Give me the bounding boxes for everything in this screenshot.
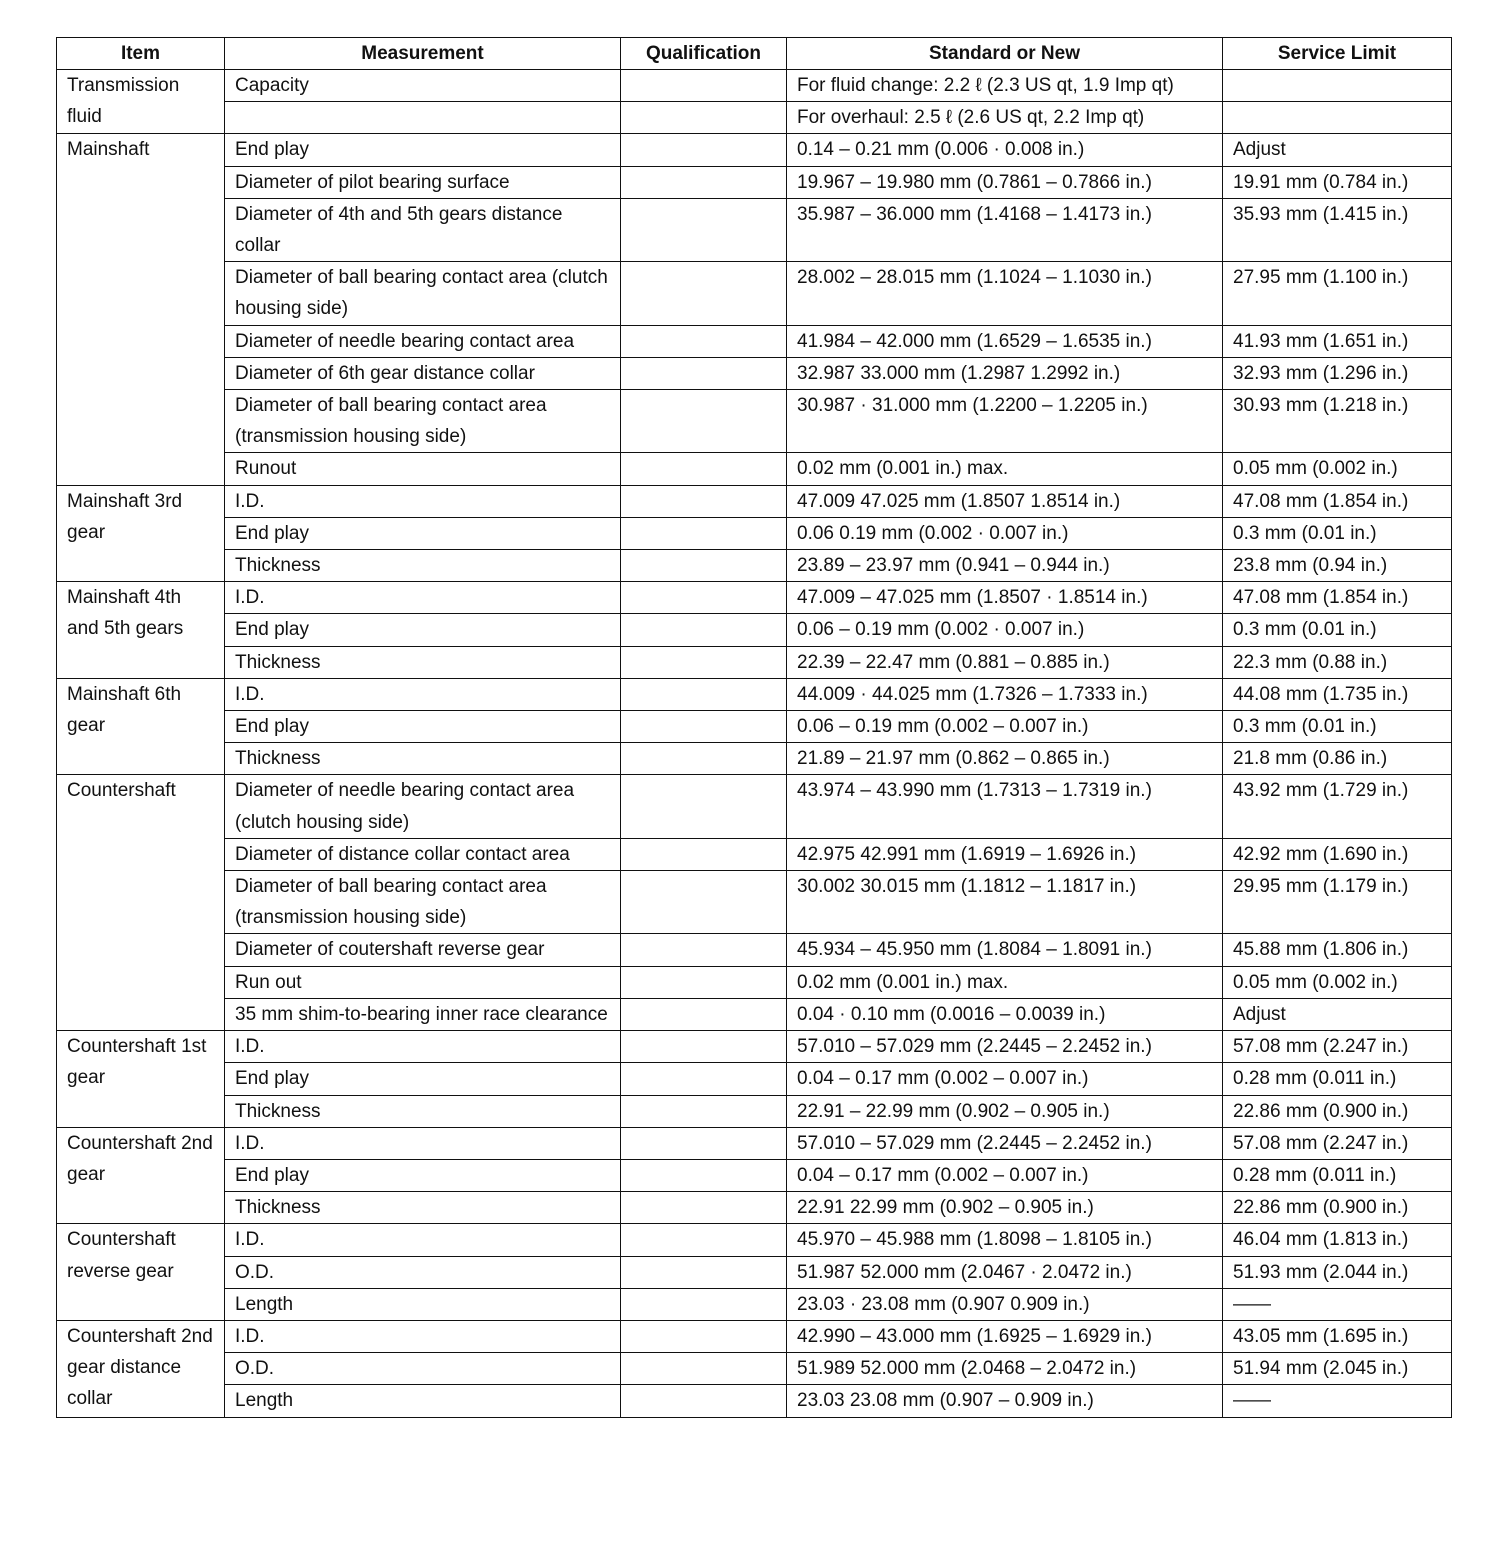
- measurement-cell: End play: [225, 1159, 621, 1191]
- table-row: [57, 838, 1452, 870]
- measurement-cell: Diameter of needle bearing contact area (clutch housing side): [225, 775, 621, 838]
- qualification-cell: [621, 646, 787, 678]
- standard-cell: 23.89 – 23.97 mm (0.941 – 0.944 in.): [787, 550, 1223, 582]
- qualification-cell: [621, 1320, 787, 1352]
- table-row: [57, 1385, 1452, 1417]
- service-limit-cell: 43.05 mm (1.695 in.): [1223, 1320, 1452, 1352]
- table-row: [57, 517, 1452, 549]
- service-limit-cell: 57.08 mm (2.247 in.): [1223, 1031, 1452, 1063]
- table-row: [57, 550, 1452, 582]
- measurement-cell: O.D.: [225, 1256, 621, 1288]
- measurement-cell: Thickness: [225, 1095, 621, 1127]
- table-row: [57, 357, 1452, 389]
- measurement-cell: Diameter of 4th and 5th gears distance collar: [225, 198, 621, 261]
- qualification-cell: [621, 517, 787, 549]
- service-limit-cell: 22.86 mm (0.900 in.): [1223, 1192, 1452, 1224]
- header-standard: Standard or New: [787, 38, 1223, 70]
- standard-cell: 30.002 30.015 mm (1.1812 – 1.1817 in.): [787, 871, 1223, 934]
- qualification-cell: [621, 1192, 787, 1224]
- qualification-cell: [621, 198, 787, 261]
- measurement-cell: Runout: [225, 453, 621, 485]
- service-limit-cell: ——: [1223, 1385, 1452, 1417]
- qualification-cell: [621, 743, 787, 775]
- standard-cell: 51.987 52.000 mm (2.0467 · 2.0472 in.): [787, 1256, 1223, 1288]
- measurement-cell: Run out: [225, 966, 621, 998]
- table-row: [57, 1320, 1452, 1352]
- qualification-cell: [621, 1224, 787, 1256]
- service-limit-cell: Adjust: [1223, 134, 1452, 166]
- standard-cell: For fluid change: 2.2 ℓ (2.3 US qt, 1.9 Imp qt): [787, 70, 1223, 102]
- service-limit-cell: 0.28 mm (0.011 in.): [1223, 1159, 1452, 1191]
- qualification-cell: [621, 1063, 787, 1095]
- service-limit-cell: 0.05 mm (0.002 in.): [1223, 453, 1452, 485]
- measurement-cell: I.D.: [225, 582, 621, 614]
- standard-cell: 42.990 – 43.000 mm (1.6925 – 1.6929 in.): [787, 1320, 1223, 1352]
- spec-body: [57, 70, 1452, 1418]
- qualification-cell: [621, 614, 787, 646]
- standard-cell: 0.14 – 0.21 mm (0.006 · 0.008 in.): [787, 134, 1223, 166]
- service-limit-cell: 23.8 mm (0.94 in.): [1223, 550, 1452, 582]
- qualification-cell: [621, 678, 787, 710]
- header-row: [57, 38, 1452, 70]
- table-row: [57, 198, 1452, 261]
- service-limit-cell: 46.04 mm (1.813 in.): [1223, 1224, 1452, 1256]
- header-measurement: Measurement: [225, 38, 621, 70]
- service-limit-cell: 42.92 mm (1.690 in.): [1223, 838, 1452, 870]
- measurement-cell: Length: [225, 1385, 621, 1417]
- service-limit-cell: Adjust: [1223, 998, 1452, 1030]
- table-row: [57, 390, 1452, 453]
- qualification-cell: [621, 357, 787, 389]
- qualification-cell: [621, 1288, 787, 1320]
- service-limit-cell: 30.93 mm (1.218 in.): [1223, 390, 1452, 453]
- service-limit-cell: 0.05 mm (0.002 in.): [1223, 966, 1452, 998]
- table-row: [57, 646, 1452, 678]
- table-row: [57, 166, 1452, 198]
- standard-cell: 51.989 52.000 mm (2.0468 – 2.0472 in.): [787, 1353, 1223, 1385]
- table-row: [57, 1159, 1452, 1191]
- measurement-cell: I.D.: [225, 1320, 621, 1352]
- table-row: [57, 1031, 1452, 1063]
- measurement-cell: End play: [225, 614, 621, 646]
- service-limit-cell: 43.92 mm (1.729 in.): [1223, 775, 1452, 838]
- table-row: [57, 871, 1452, 934]
- table-row: [57, 325, 1452, 357]
- service-limit-cell: 57.08 mm (2.247 in.): [1223, 1127, 1452, 1159]
- qualification-cell: [621, 775, 787, 838]
- service-limit-cell: 0.3 mm (0.01 in.): [1223, 711, 1452, 743]
- standard-cell: 21.89 – 21.97 mm (0.862 – 0.865 in.): [787, 743, 1223, 775]
- qualification-cell: [621, 998, 787, 1030]
- measurement-cell: I.D.: [225, 485, 621, 517]
- table-row: [57, 582, 1452, 614]
- standard-cell: 47.009 47.025 mm (1.8507 1.8514 in.): [787, 485, 1223, 517]
- service-limit-cell: 45.88 mm (1.806 in.): [1223, 934, 1452, 966]
- service-limit-cell: 0.3 mm (0.01 in.): [1223, 517, 1452, 549]
- qualification-cell: [621, 262, 787, 325]
- table-row: [57, 1127, 1452, 1159]
- item-cell: Countershaft reverse gear: [57, 1224, 225, 1321]
- measurement-cell: I.D.: [225, 1031, 621, 1063]
- measurement-cell: Diameter of 6th gear distance collar: [225, 357, 621, 389]
- measurement-cell: End play: [225, 134, 621, 166]
- table-row: [57, 743, 1452, 775]
- standard-cell: 19.967 – 19.980 mm (0.7861 – 0.7866 in.): [787, 166, 1223, 198]
- service-limit-cell: 22.86 mm (0.900 in.): [1223, 1095, 1452, 1127]
- measurement-cell: I.D.: [225, 1127, 621, 1159]
- standard-cell: 47.009 – 47.025 mm (1.8507 · 1.8514 in.): [787, 582, 1223, 614]
- service-limit-cell: 44.08 mm (1.735 in.): [1223, 678, 1452, 710]
- standard-cell: 0.02 mm (0.001 in.) max.: [787, 966, 1223, 998]
- qualification-cell: [621, 1353, 787, 1385]
- table-row: [57, 614, 1452, 646]
- service-limit-cell: 41.93 mm (1.651 in.): [1223, 325, 1452, 357]
- measurement-cell: End play: [225, 711, 621, 743]
- service-limit-cell: 47.08 mm (1.854 in.): [1223, 582, 1452, 614]
- service-limit-cell: 22.3 mm (0.88 in.): [1223, 646, 1452, 678]
- item-cell: Countershaft 1st gear: [57, 1031, 225, 1128]
- item-cell: Countershaft: [57, 775, 225, 1031]
- qualification-cell: [621, 1256, 787, 1288]
- qualification-cell: [621, 166, 787, 198]
- standard-cell: 0.04 · 0.10 mm (0.0016 – 0.0039 in.): [787, 998, 1223, 1030]
- item-cell: Countershaft 2nd gear: [57, 1127, 225, 1224]
- table-row: [57, 1288, 1452, 1320]
- qualification-cell: [621, 934, 787, 966]
- measurement-cell: End play: [225, 517, 621, 549]
- table-row: [57, 1192, 1452, 1224]
- standard-cell: 41.984 – 42.000 mm (1.6529 – 1.6535 in.): [787, 325, 1223, 357]
- table-row: [57, 102, 1452, 134]
- table-row: [57, 934, 1452, 966]
- item-cell: Mainshaft: [57, 134, 225, 485]
- service-limit-cell: 29.95 mm (1.179 in.): [1223, 871, 1452, 934]
- table-row: [57, 966, 1452, 998]
- service-limit-cell: [1223, 70, 1452, 102]
- table-row: [57, 998, 1452, 1030]
- qualification-cell: [621, 711, 787, 743]
- measurement-cell: O.D.: [225, 1353, 621, 1385]
- standard-cell: 0.04 – 0.17 mm (0.002 – 0.007 in.): [787, 1063, 1223, 1095]
- measurement-cell: Diameter of ball bearing contact area (clutch housing side): [225, 262, 621, 325]
- measurement-cell: Length: [225, 1288, 621, 1320]
- table-row: [57, 262, 1452, 325]
- service-limit-cell: 27.95 mm (1.100 in.): [1223, 262, 1452, 325]
- measurement-cell: Thickness: [225, 743, 621, 775]
- service-limit-cell: 32.93 mm (1.296 in.): [1223, 357, 1452, 389]
- standard-cell: 43.974 – 43.990 mm (1.7313 – 1.7319 in.): [787, 775, 1223, 838]
- standard-cell: 23.03 · 23.08 mm (0.907 0.909 in.): [787, 1288, 1223, 1320]
- measurement-cell: Capacity: [225, 70, 621, 102]
- qualification-cell: [621, 966, 787, 998]
- measurement-cell: I.D.: [225, 678, 621, 710]
- item-cell: Countershaft 2nd gear distance collar: [57, 1320, 225, 1417]
- service-limit-cell: 47.08 mm (1.854 in.): [1223, 485, 1452, 517]
- measurement-cell: Diameter of needle bearing contact area: [225, 325, 621, 357]
- table-row: [57, 1095, 1452, 1127]
- table-row: [57, 485, 1452, 517]
- standard-cell: 0.06 – 0.19 mm (0.002 · 0.007 in.): [787, 614, 1223, 646]
- measurement-cell: End play: [225, 1063, 621, 1095]
- qualification-cell: [621, 1031, 787, 1063]
- qualification-cell: [621, 550, 787, 582]
- standard-cell: For overhaul: 2.5 ℓ (2.6 US qt, 2.2 Imp qt): [787, 102, 1223, 134]
- service-limit-cell: 0.28 mm (0.011 in.): [1223, 1063, 1452, 1095]
- standard-cell: 28.002 – 28.015 mm (1.1024 – 1.1030 in.): [787, 262, 1223, 325]
- table-row: [57, 1256, 1452, 1288]
- qualification-cell: [621, 1385, 787, 1417]
- service-limit-cell: 19.91 mm (0.784 in.): [1223, 166, 1452, 198]
- service-limit-cell: 51.93 mm (2.044 in.): [1223, 1256, 1452, 1288]
- qualification-cell: [621, 134, 787, 166]
- service-limit-cell: 21.8 mm (0.86 in.): [1223, 743, 1452, 775]
- measurement-cell: Diameter of distance collar contact area: [225, 838, 621, 870]
- standard-cell: 57.010 – 57.029 mm (2.2445 – 2.2452 in.): [787, 1031, 1223, 1063]
- table-row: [57, 1353, 1452, 1385]
- table-row: [57, 678, 1452, 710]
- item-cell: Mainshaft 6th gear: [57, 678, 225, 775]
- qualification-cell: [621, 838, 787, 870]
- item-cell: Mainshaft 4th and 5th gears: [57, 582, 225, 679]
- qualification-cell: [621, 1127, 787, 1159]
- qualification-cell: [621, 485, 787, 517]
- measurement-cell: Diameter of ball bearing contact area (transmission housing side): [225, 390, 621, 453]
- standard-cell: 22.91 – 22.99 mm (0.902 – 0.905 in.): [787, 1095, 1223, 1127]
- spec-table: [56, 37, 1452, 1418]
- qualification-cell: [621, 453, 787, 485]
- table-row: [57, 1224, 1452, 1256]
- service-limit-cell: 0.3 mm (0.01 in.): [1223, 614, 1452, 646]
- item-cell: Mainshaft 3rd gear: [57, 485, 225, 582]
- qualification-cell: [621, 1159, 787, 1191]
- standard-cell: 0.06 0.19 mm (0.002 · 0.007 in.): [787, 517, 1223, 549]
- service-limit-cell: [1223, 102, 1452, 134]
- standard-cell: 0.06 – 0.19 mm (0.002 – 0.007 in.): [787, 711, 1223, 743]
- standard-cell: 57.010 – 57.029 mm (2.2445 – 2.2452 in.): [787, 1127, 1223, 1159]
- qualification-cell: [621, 1095, 787, 1127]
- service-limit-cell: 35.93 mm (1.415 in.): [1223, 198, 1452, 261]
- header-qualification: Qualification: [621, 38, 787, 70]
- measurement-cell: Diameter of ball bearing contact area (transmission housing side): [225, 871, 621, 934]
- qualification-cell: [621, 70, 787, 102]
- table-row: [57, 1063, 1452, 1095]
- measurement-cell: Thickness: [225, 646, 621, 678]
- standard-cell: 30.987 · 31.000 mm (1.2200 – 1.2205 in.): [787, 390, 1223, 453]
- measurement-cell: Diameter of pilot bearing surface: [225, 166, 621, 198]
- service-limit-cell: ——: [1223, 1288, 1452, 1320]
- table-row: [57, 134, 1452, 166]
- standard-cell: 45.970 – 45.988 mm (1.8098 – 1.8105 in.): [787, 1224, 1223, 1256]
- standard-cell: 0.04 – 0.17 mm (0.002 – 0.007 in.): [787, 1159, 1223, 1191]
- standard-cell: 44.009 · 44.025 mm (1.7326 – 1.7333 in.): [787, 678, 1223, 710]
- standard-cell: 35.987 – 36.000 mm (1.4168 – 1.4173 in.): [787, 198, 1223, 261]
- standard-cell: 22.39 – 22.47 mm (0.881 – 0.885 in.): [787, 646, 1223, 678]
- header-item: Item: [57, 38, 225, 70]
- measurement-cell: Thickness: [225, 550, 621, 582]
- measurement-cell: [225, 102, 621, 134]
- service-limit-cell: 51.94 mm (2.045 in.): [1223, 1353, 1452, 1385]
- standard-cell: 0.02 mm (0.001 in.) max.: [787, 453, 1223, 485]
- standard-cell: 42.975 42.991 mm (1.6919 – 1.6926 in.): [787, 838, 1223, 870]
- item-cell: Transmission fluid: [57, 70, 225, 134]
- measurement-cell: I.D.: [225, 1224, 621, 1256]
- qualification-cell: [621, 390, 787, 453]
- qualification-cell: [621, 325, 787, 357]
- table-row: [57, 453, 1452, 485]
- standard-cell: 32.987 33.000 mm (1.2987 1.2992 in.): [787, 357, 1223, 389]
- measurement-cell: Diameter of coutershaft reverse gear: [225, 934, 621, 966]
- measurement-cell: 35 mm shim-to-bearing inner race clearance: [225, 998, 621, 1030]
- header-service-limit: Service Limit: [1223, 38, 1452, 70]
- standard-cell: 22.91 22.99 mm (0.902 – 0.905 in.): [787, 1192, 1223, 1224]
- measurement-cell: Thickness: [225, 1192, 621, 1224]
- table-row: [57, 711, 1452, 743]
- standard-cell: 23.03 23.08 mm (0.907 – 0.909 in.): [787, 1385, 1223, 1417]
- table-row: [57, 775, 1452, 838]
- qualification-cell: [621, 582, 787, 614]
- standard-cell: 45.934 – 45.950 mm (1.8084 – 1.8091 in.): [787, 934, 1223, 966]
- table-row: [57, 70, 1452, 102]
- qualification-cell: [621, 871, 787, 934]
- qualification-cell: [621, 102, 787, 134]
